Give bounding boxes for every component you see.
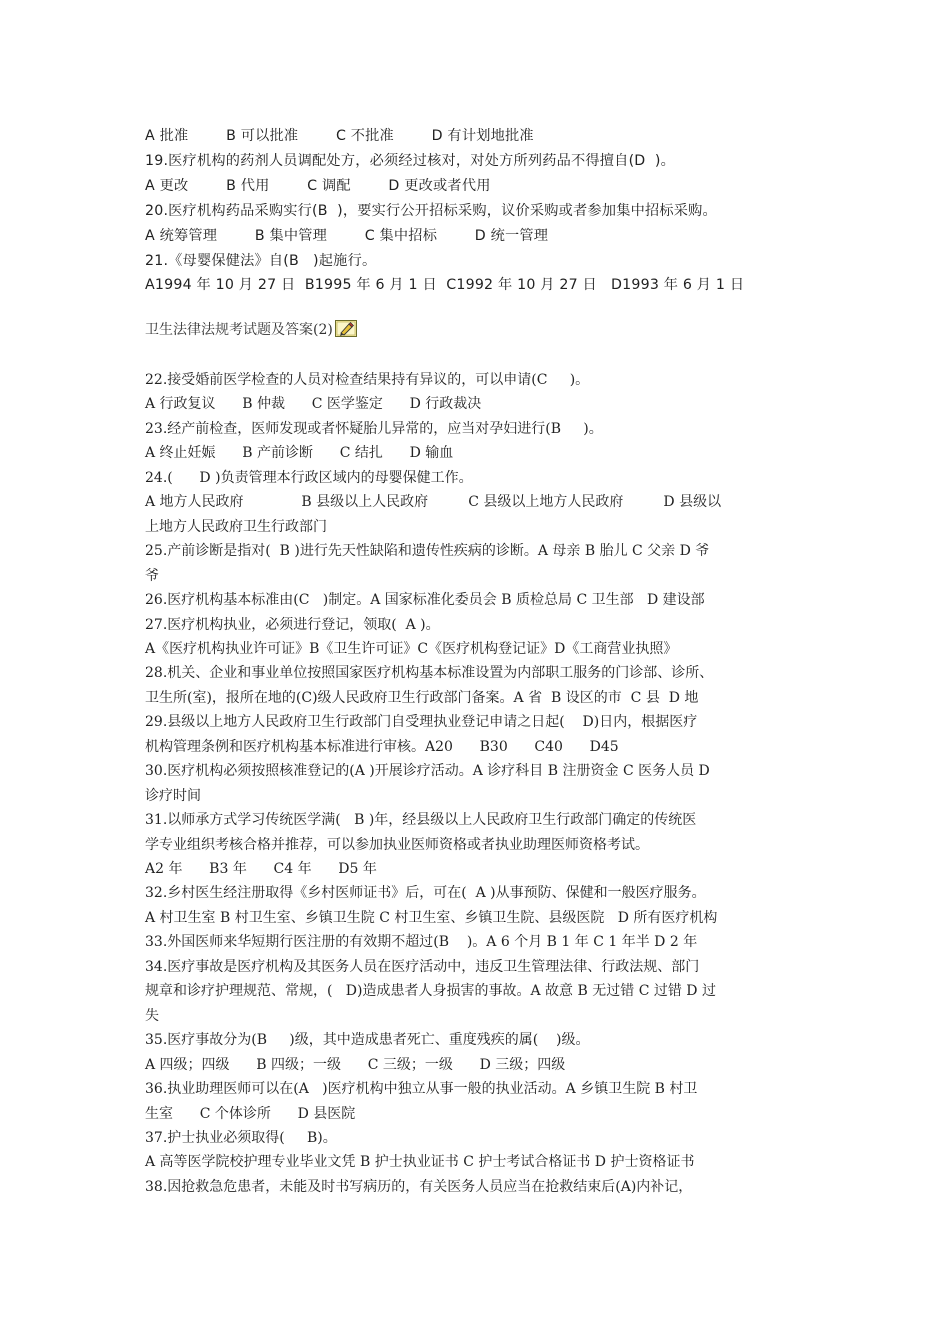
text-line: 28.机关、企业和事业单位按照国家医疗机构基本标准设置为内部职工服务的门诊部、诊所、 bbox=[145, 665, 714, 682]
text-line: 21.《母婴保健法》自(B )起施行。 bbox=[145, 252, 377, 269]
text-line: 33.外国医师来华短期行医注册的有效期不超过(B )。A 6 个月 B 1 年 C 1 年半 D 2 年 bbox=[145, 934, 698, 951]
text-line: A 统筹管理 B 集中管理 C 集中招标 D 统一管理 bbox=[145, 227, 549, 244]
text-line: 25.产前诊断是指对( B )进行先天性缺陷和遗传性疾病的诊断。A 母亲 B 胎儿 C 父亲 D 爷 bbox=[145, 543, 710, 560]
text-line: A 终止妊娠 B 产前诊断 C 结扎 D 输血 bbox=[145, 445, 454, 462]
text-line: A 批准 B 可以批准 C 不批准 D 有计划地批准 bbox=[145, 128, 534, 144]
text-line: 32.乡村医生经注册取得《乡村医师证书》后，可在( A )从事预防、保健和一般医疗服务。 bbox=[145, 885, 706, 902]
text-line: 31.以师承方式学习传统医学满( B )年，经县级以上人民政府卫生行政部门确定的传统医 bbox=[145, 812, 697, 829]
text-line: A 更改 B 代用 C 调配 D 更改或者代用 bbox=[145, 177, 491, 194]
text-line: 27.医疗机构执业，必须进行登记，领取( A )。 bbox=[145, 616, 440, 633]
text-line: 诊疗时间 bbox=[145, 787, 201, 804]
edit-pencil-icon[interactable] bbox=[335, 320, 357, 337]
text-line: 生室 C 个体诊所 D 县医院 bbox=[145, 1105, 356, 1122]
text-line: A2 年 B3 年 C4 年 D5 年 bbox=[145, 861, 377, 877]
text-line: 失 bbox=[145, 1007, 159, 1024]
text-line: 35.医疗事故分为(B )级，其中造成患者死亡、重度残疾的属( )级。 bbox=[145, 1032, 590, 1049]
text-line: 卫生所(室)，报所在地的(C)级人民政府卫生行政部门备案。A 省 B 设区的市 C 县 D 地 bbox=[145, 689, 699, 706]
text-line: 23.经产前检查，医师发现或者怀疑胎儿异常的，应当对孕妇进行(B )。 bbox=[145, 420, 603, 437]
text-line: 36.执业助理医师可以在(A )医疗机构中独立从事一般的执业活动。A 乡镇卫生院 B 村卫 bbox=[145, 1081, 698, 1098]
text-line: A1994 年 10 月 27 日 B1995 年 6 月 1 日 C1992 年 10 月 27 日 D1993 年 6 月 1 日 bbox=[145, 277, 745, 294]
text-line: 29.县级以上地方人民政府卫生行政部门自受理执业登记申请之日起( D)日内，根据医疗 bbox=[145, 714, 698, 731]
text-line: A 行政复议 B 仲裁 C 医学鉴定 D 行政裁决 bbox=[145, 396, 482, 413]
text-line: 34.医疗事故是医疗机构及其医务人员在医疗活动中，违反卫生管理法律、行政法规、部门 bbox=[145, 958, 700, 975]
text-line: 24.( D )负责管理本行政区域内的母婴保健工作。 bbox=[145, 469, 473, 486]
text-line: 30.医疗机构必须按照核准登记的(A )开展诊疗活动。A 诊疗科目 B 注册资金 C 医务人员 D bbox=[145, 763, 710, 780]
text-line: 26.医疗机构基本标准由(C )制定。A 国家标准化委员会 B 质检总局 C 卫生部 D 建设部 bbox=[145, 592, 705, 609]
text-line: 20.医疗机构药品采购实行(B )，要实行公开招标采购，议价采购或者参加集中招标采购。 bbox=[145, 202, 717, 219]
section-title: 卫生法律法规考试题及答案(2) bbox=[145, 322, 333, 338]
text-line: A 村卫生室 B 村卫生室、乡镇卫生院 C 村卫生室、乡镇卫生院、县级医院 D 所有医疗机构 bbox=[145, 909, 718, 926]
text-line: A 四级；四级 B 四级；一级 C 三级；一级 D 三级；四级 bbox=[145, 1056, 566, 1073]
text-line: 上地方人民政府卫生行政部门 bbox=[145, 518, 327, 535]
text-line: 学专业组织考核合格并推荐，可以参加执业医师资格或者执业助理医师资格考试。 bbox=[145, 836, 649, 853]
text-line: 规章和诊疗护理规范、常规，( D)造成患者人身损害的事故。A 故意 B 无过错 C 过错 D 过 bbox=[145, 983, 716, 1000]
section-title-line bbox=[145, 320, 357, 340]
text-line: A 高等医学院校护理专业毕业文凭 B 护士执业证书 C 护士考试合格证书 D 护士资格证书 bbox=[145, 1154, 695, 1171]
text-line: 37.护士执业必须取得( B)。 bbox=[145, 1129, 337, 1146]
text-line: 38.因抢救急危患者，未能及时书写病历的，有关医务人员应当在抢救结束后(A)内补记， bbox=[145, 1178, 693, 1195]
text-line: A《医疗机构执业许可证》B《卫生许可证》C《医疗机构登记证》D《工商营业执照》 bbox=[145, 640, 678, 657]
text-line: 爷 bbox=[145, 567, 159, 584]
text-line: A 地方人民政府 B 县级以上人民政府 C 县级以上地方人民政府 D 县级以 bbox=[145, 494, 722, 511]
text-line: 19.医疗机构的药剂人员调配处方，必须经过核对，对处方所列药品不得擅自(D )。 bbox=[145, 152, 675, 169]
text-line: 机构管理条例和医疗机构基本标准进行审核。A20 B30 C40 D45 bbox=[145, 738, 619, 755]
text-line: 22.接受婚前医学检查的人员对检查结果持有异议的，可以申请(C )。 bbox=[145, 372, 590, 388]
